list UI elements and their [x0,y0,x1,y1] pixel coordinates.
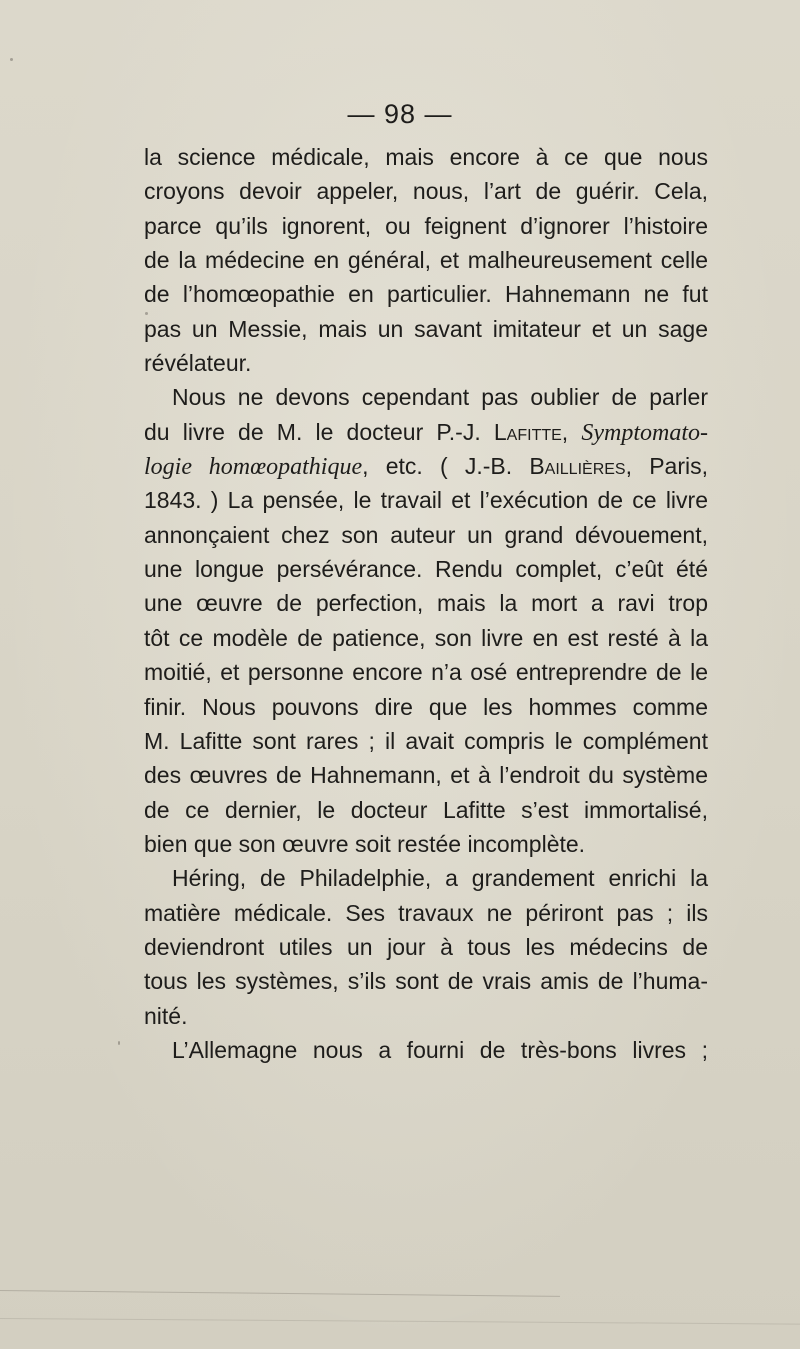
book-title-italic: Symptomato- [581,419,708,446]
text-run: , etc. ( J.-B. [362,453,530,480]
text-line: bien que son œuvre soit restée incomplète. [144,830,586,857]
text-line: de l’homœopathie en particulier. Hahnemann ne fut [144,281,708,308]
text-line [144,415,708,449]
text-line: croyons devoir appeler, nous, l’art de guérir. Cela, [144,178,708,205]
text-line: parce qu’ils ignorent, ou feignent d’ignorer l’histoire [144,212,708,239]
text-run: , [561,418,582,445]
text-line: des œuvres de Hahnemann, et à l’endroit du système [144,762,708,789]
paragraph-first-line: Héring, de Philadelphie, a grandement enrichi la [172,865,708,892]
text-line: tôt ce modèle de patience, son livre en est resté à la [144,624,708,651]
author-name-small-caps: Lafitte [493,418,562,445]
text-line: deviendront utiles un jour à tous les médecins de [144,933,708,960]
book-title-italic: logie homœopathique [144,454,363,481]
page-edge-shadow [0,1290,560,1297]
text-line: de la médecine en général, et malheureusement celle [144,247,708,274]
text-line: 1843. ) La pensée, le travail et l’exécution de ce livre [144,487,708,514]
text-line: annonçaient chez son auteur un grand dévouement, [144,521,708,548]
text-line: révélateur. [144,350,252,377]
text-line: pas un Messie, mais un savant imitateur et un sage [144,315,708,342]
text-line: tous les systèmes, s’ils sont de vrais amis de l’huma- [144,968,708,995]
paper-speck [118,1041,120,1045]
text-run: , Paris, [625,453,708,480]
text-line: une longue persévérance. Rendu complet, c’eût été [144,556,708,583]
text-line: la science médicale, mais encore à ce que nous [144,144,708,170]
text-line [144,449,708,483]
text-run: du livre de M. le docteur P.-J. [144,418,494,445]
publisher-small-caps: Baillières [529,453,626,480]
text-line: matière médicale. Ses travaux ne périront pas ; ils [144,899,708,926]
text-line: de ce dernier, le docteur Lafitte s’est immortalisé, [144,796,708,823]
paragraph-first-line: Nous ne devons cependant pas oublier de parler [172,384,708,411]
page-edge-shadow [0,1318,800,1325]
paragraph-first-line: L’Allemagne nous a fourni de très-bons livres ; [172,1036,708,1063]
paper-speck [10,58,13,61]
text-line: nité. [144,1002,188,1029]
text-line: une œuvre de perfection, mais la mort a ravi trop [144,590,708,617]
page-number: — 98 — [347,99,453,129]
text-line: finir. Nous pouvons dire que les hommes comme [144,693,708,720]
text-line: moitié, et personne encore n’a osé entreprendre de le [144,659,708,686]
text-line: M. Lafitte sont rares ; il avait compris le complément [144,727,708,754]
body-text [144,140,708,1067]
